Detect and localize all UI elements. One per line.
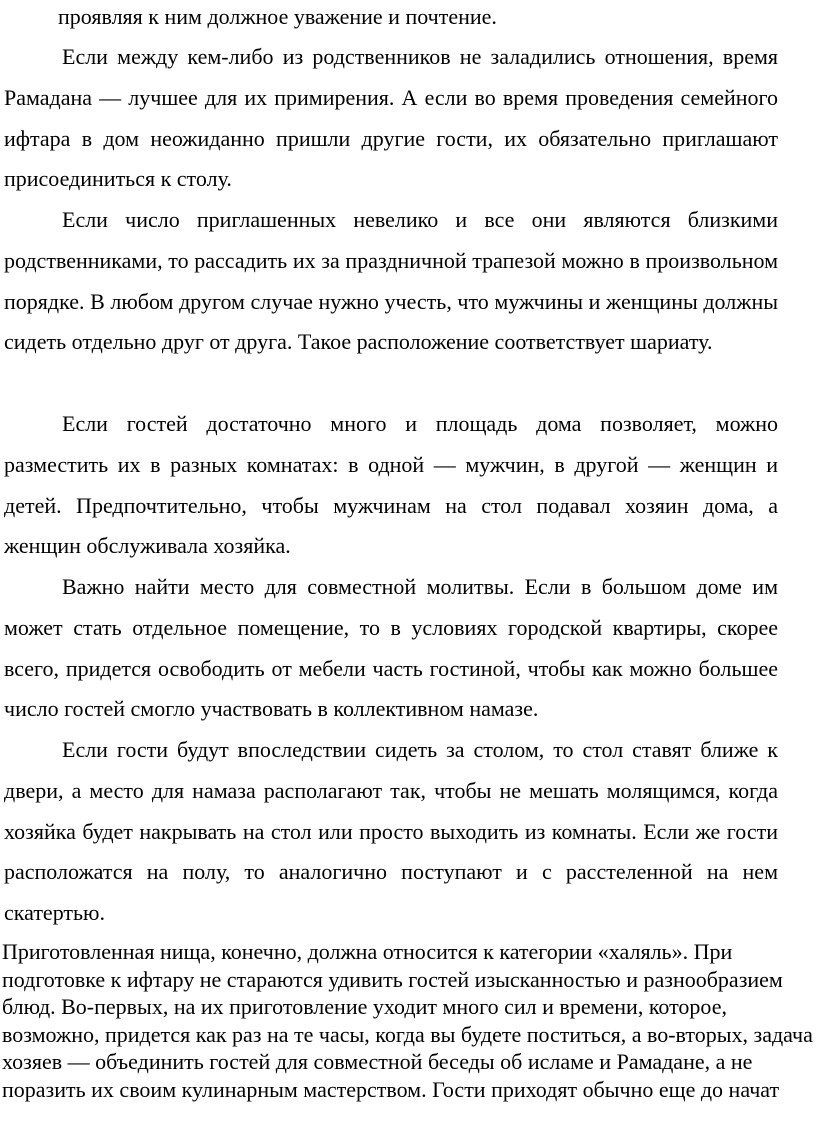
paragraph-reconciliation: Если между кем-либо из родственников не заладились отношения, время Рамадана — лучшее для их примирения. А если во время проведения семейного ифтара в дом неожиданно пришли другие гости, их обязательно приглашают присоединиться к столу. xyxy=(4,44,778,192)
paragraph-seating: Если число приглашенных невелико и все они являются близкими родственниками, то рассадить их за праздничной трапезой можно в произвольном порядке. В любом другом случае нужно учесть, что мужчины и женщины должны сидеть отдельно друг от друга. Такое расположение соответствует шариату. xyxy=(4,207,778,355)
paragraph-rooms: Если гостей достаточно много и площадь дома позволяет, можно разместить их в разных комнатах: в одной — мужчин, в другой — женщин и детей. Предпочтительно, чтобы мужчинам на стол подавал хозяин дома, а женщин обслуживала хозяйка. xyxy=(4,411,778,559)
paragraph-table-placement: Если гости будут впоследствии сидеть за столом, то стол ставят ближе к двери, а место для намаза располагают так, чтобы не мешать молящимся, когда хозяйка будет накрывать на стол или просто выходить из комнаты. Если же гости расположатся на полу, то аналогично поступают и с расстеленной на нем скатертью. xyxy=(4,737,778,926)
paragraph-prayer-place: Важно найти место для совместной молитвы. Если в большом доме им может стать отдельное помещение, то в условиях городской квартиры, скорее всего, придется освободить от мебели часть гостиной, чтобы как можно большее число гостей смогло участвовать в коллективном намазе. xyxy=(4,574,778,722)
paragraph-halal-food: Приготовленная нища, конечно, должна относится к категории «халяль». При подготовке к ифтару не стараются удивить гостей изысканностью и разнообразием блюд. Во-первых, на их приготовление уходит много сил и времени, которое, возможно, придется как раз на те часы, когда вы будете поститься, а во-вторых, задача хозяев — объединить гостей для совместной беседы об исламе и Рамадане, а не поразить их своим кулинарным мастерством. Гости приходят обычно еще до начат xyxy=(2,939,813,1102)
paragraph-continuation: проявляя к ним должное уважение и почтение. xyxy=(58,4,497,29)
